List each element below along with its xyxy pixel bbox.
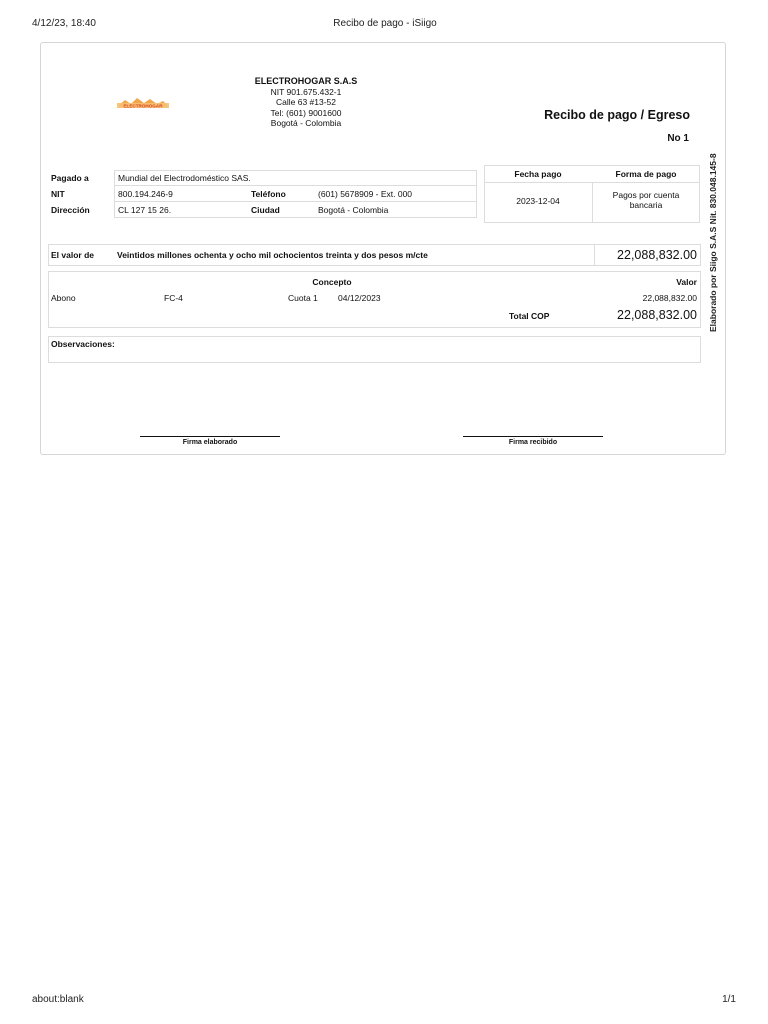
print-title: Recibo de pago - iSiigo [333,18,437,29]
payment-method-line1: Pagos por cuenta [612,190,680,200]
total-label: Total COP [509,311,550,321]
company-address: Calle 63 #13-52 [275,97,336,107]
nit-label: NIT [51,189,65,199]
amount-value: 22,088,832.00 [617,248,697,262]
phone-label: Teléfono [251,189,286,199]
payment-date-value: 2023-12-04 [516,196,560,206]
signature-line-prepared [140,436,280,437]
paid-to-value: Mundial del Electrodoméstico SAS. [118,173,251,183]
document-title: Recibo de pago / Egreso [544,108,690,122]
city-value: Bogotá - Colombia [318,205,389,215]
company-city: Bogotá - Colombia [270,118,342,128]
observations-box [48,336,701,363]
payment-method-value [592,190,700,210]
company-name: ELECTROHOGAR S.A.S [254,76,358,86]
company-logo [117,95,169,111]
address-label: Dirección [51,205,90,215]
signature-line-received [463,436,603,437]
payee-divider-1 [114,185,477,186]
payment-method-label: Forma de pago [615,169,677,179]
concept-date: 04/12/2023 [338,293,381,303]
total-value: 22,088,832.00 [617,308,697,322]
concept-type: Abono [51,293,76,303]
signature-received-label: Firma recibido [508,439,558,446]
concept-value: 22,088,832.00 [642,293,697,303]
company-info [236,76,376,129]
company-nit: NIT 901.675.432-1 [270,86,342,97]
nit-value: 800.194.246-9 [118,189,173,199]
print-url: about:blank [32,994,84,1005]
city-label: Ciudad [251,205,280,215]
payment-method-line2: bancaria [629,200,663,210]
company-phone: Tel: (601) 9001600 [270,107,342,118]
logo-text: ELECTROHOGAR [123,103,163,109]
phone-value: (601) 5678909 - Ext. 000 [318,189,413,199]
value-header: Valor [676,277,697,287]
observations-label: Observaciones: [51,339,115,349]
print-datetime: 4/12/23, 18:40 [32,18,96,29]
paid-to-label: Pagado a [51,173,89,183]
payment-date-label: Fecha pago [514,169,562,179]
payee-divider-2 [114,201,477,202]
concept-ref: FC-4 [164,293,183,303]
print-page: 1/1 [722,994,736,1005]
signature-prepared-label: Firma elaborado [182,439,238,446]
amount-words: Veintidos millones ochenta y ocho mil ochocientos treinta y dos pesos m/cte [117,250,428,260]
amount-divider [594,244,595,266]
siigo-side-note: Elaborado por Siigo S.A.S Nit. 830.048.145-8 [708,153,718,332]
amount-label: El valor de [51,250,94,260]
concept-header: Concepto [312,277,352,287]
concept-installment: Cuota 1 [288,293,318,303]
address-value: CL 127 15 26. [118,205,172,215]
document-number: No 1 [667,133,689,144]
